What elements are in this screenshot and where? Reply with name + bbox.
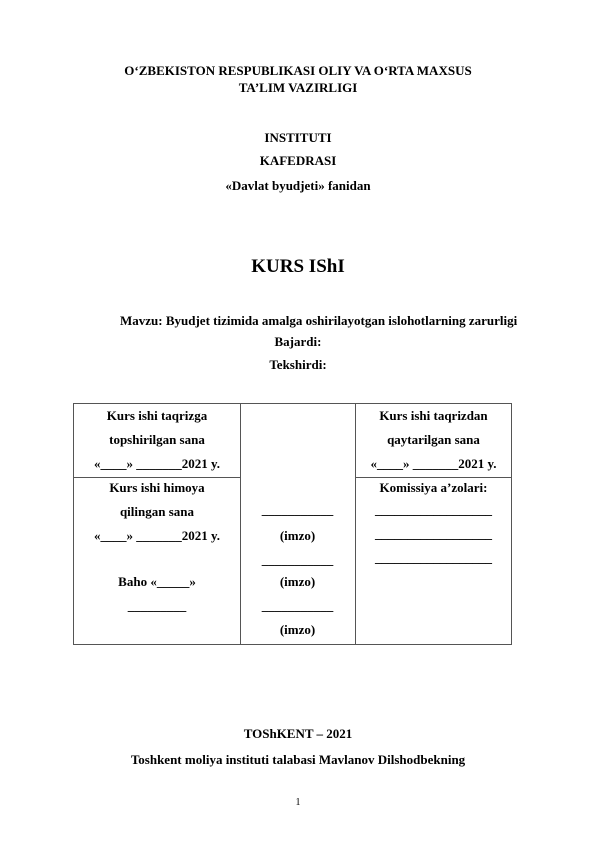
document-title: KURS IShI: [251, 256, 345, 277]
returned-label-1: Kurs ishi taqrizdan: [379, 408, 488, 423]
signature-label-1: (imzo): [279, 528, 316, 543]
commission-line-2: __________________: [375, 526, 492, 541]
grade-line: _________: [127, 598, 187, 613]
ministry-line-2: TA’LIM VAZIRLIGI: [238, 80, 358, 95]
defended-date: «____» _______2021 y.: [93, 528, 221, 543]
page-number: 1: [295, 797, 301, 808]
signature-label-3: (imzo): [279, 622, 316, 637]
institute-name: INSTITUTI: [264, 130, 332, 145]
topic: Mavzu: Byudjet tizimida amalga oshirilayotgan islohotlarning zarurligi: [120, 313, 518, 328]
signature-line-2: ___________: [261, 552, 334, 567]
defended-label-2: qilingan sana: [119, 504, 195, 519]
signature-line-1: ___________: [261, 502, 334, 517]
table-divider: [355, 477, 511, 478]
returned-date: «____» _______2021 y.: [370, 456, 497, 471]
bajardi-label: Bajardi:: [274, 334, 322, 349]
commission-label: Komissiya a’zolari:: [379, 480, 488, 495]
submitted-date: «____» _______2021 y.: [93, 456, 221, 471]
grade-label: Baho «_____»: [118, 574, 196, 589]
submitted-label-2: topshirilgan sana: [109, 432, 205, 447]
city-year: TOShKENT – 2021: [243, 726, 353, 741]
review-table: [73, 403, 512, 645]
ministry-line-1: O‘ZBEKISTON RESPUBLIKASI OLIY VA O‘RTA MAXSUS: [124, 63, 472, 78]
subject-name: «Davlat byudjeti» fanidan: [225, 178, 371, 193]
commission-line-1: __________________: [375, 502, 492, 517]
commission-line-3: __________________: [375, 550, 492, 565]
defended-label-1: Kurs ishi himoya: [109, 480, 205, 495]
signature-label-2: (imzo): [279, 574, 316, 589]
signature-line-3: ___________: [261, 598, 334, 613]
author-line: Toshkent moliya instituti talabasi Mavlanov Dilshodbekning: [130, 752, 466, 767]
tekshirdi-label: Tekshirdi:: [269, 357, 327, 372]
table-divider: [74, 477, 240, 478]
submitted-label-1: Kurs ishi taqrizga: [106, 408, 208, 423]
department-name: KAFEDRASI: [259, 153, 337, 168]
returned-label-2: qaytarilgan sana: [387, 432, 480, 447]
